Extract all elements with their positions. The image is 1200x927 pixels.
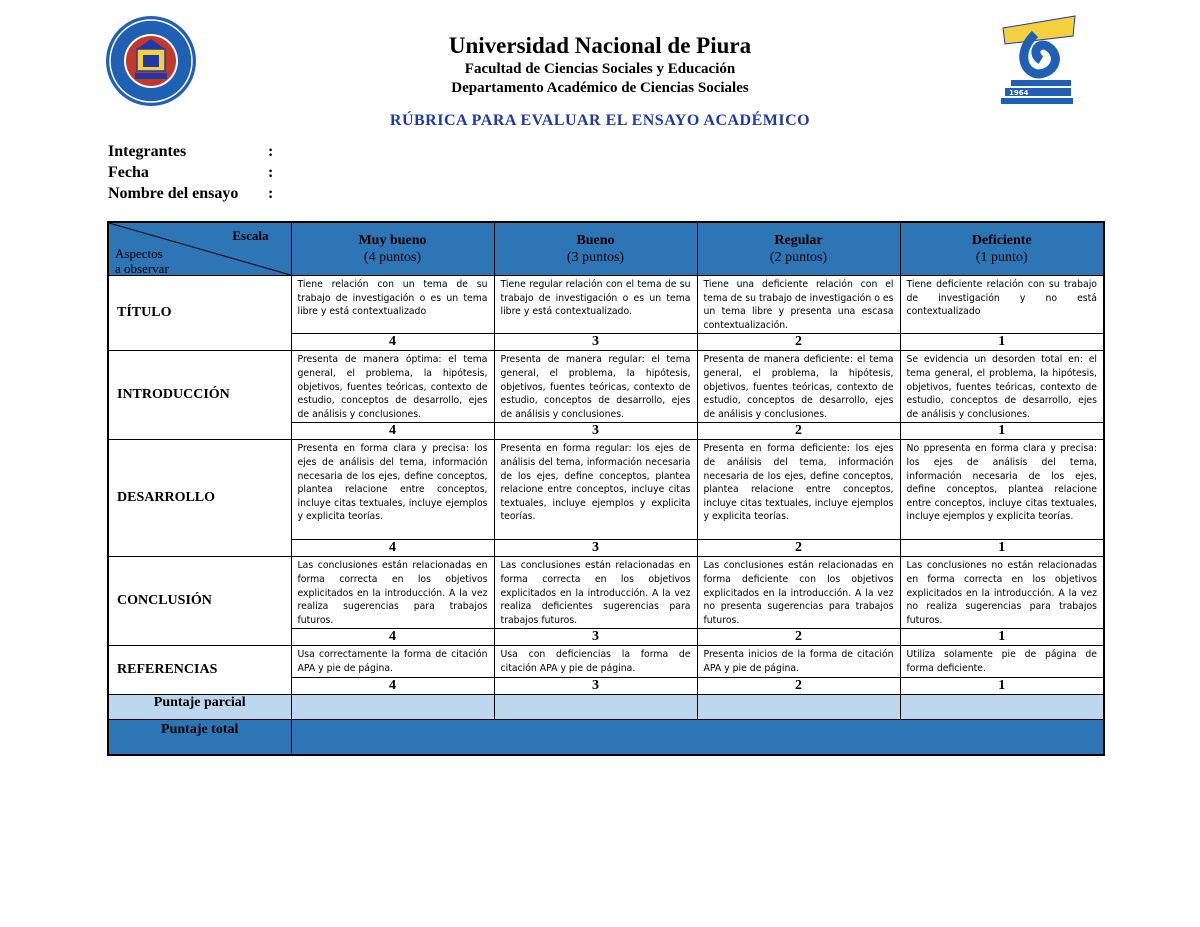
score-cell: 2: [697, 334, 900, 351]
score-cell: 3: [494, 334, 697, 351]
total-score-label: Puntaje total: [108, 720, 291, 756]
level-points: (4 puntos): [363, 250, 422, 265]
meta-label: Integrantes: [108, 143, 187, 160]
criterion-description: Tiene relación con un tema de su trabajo de investigación o es un tema libre y está contextualizado: [291, 276, 494, 334]
criterion-description: Tiene una deficiente relación con el tema de su trabajo de investigación o es un tema libre y presenta una escasa contextualización.: [697, 276, 900, 334]
meta-label: Nombre del ensayo: [108, 185, 239, 202]
faculty-logo: [995, 14, 1083, 106]
aspects-label: [115, 246, 169, 276]
criterion-row-introduccion: [108, 351, 1104, 423]
aspect-label: TÍTULO: [108, 276, 291, 351]
aspects-label-line1: Aspectos: [115, 246, 163, 261]
criterion-description: Presenta de manera óptima: el tema general, el problema, la hipótesis, objetivos, fuentes teóricas, contexto de estudio, conceptos de desarrollo, ejes de análisis y conclusiones.: [291, 351, 494, 423]
partial-score-cell[interactable]: [900, 695, 1104, 720]
criterion-row-titulo: [108, 276, 1104, 334]
partial-score-cell[interactable]: [494, 695, 697, 720]
criterion-description: No ppresenta en forma clara y precisa: los ejes de análisis del tema, información necesaria de los ejes, define conceptos, plantea relacione entre conceptos, incluye citas textuales, incluye ejemplos y explicita teorías.: [900, 440, 1104, 540]
level-header-muy-bueno: [291, 222, 494, 276]
score-cell: 2: [697, 629, 900, 646]
criterion-description: Presenta de manera deficiente: el tema general, el problema, la hipótesis, objetivos, fuentes teóricas, contexto de estudio, conceptos de desarrollo, ejes de análisis y conclusiones.: [697, 351, 900, 423]
criterion-description: Tiene regular relación con el tema de su trabajo de investigación o es un tema libre y está contextualizado.: [494, 276, 697, 334]
criterion-description: Las conclusiones están relacionadas en forma deficiente con los objetivos explicitados en la introducción. A la vez no presenta sugerencias para trabajos futuros.: [697, 557, 900, 629]
level-points: (3 puntos): [566, 250, 625, 265]
level-header-deficiente: [900, 222, 1104, 276]
level-name: Bueno: [576, 233, 615, 248]
score-cell: 3: [494, 423, 697, 440]
score-cell: 1: [900, 678, 1104, 695]
meta-colon: :: [268, 143, 274, 160]
level-name: Regular: [774, 233, 823, 248]
criterion-description: Tiene deficiente relación con su trabajo de investigación y no está contextualizado: [900, 276, 1104, 334]
evaluation-info: [108, 141, 280, 204]
criterion-description: Usa con deficiencias la forma de citación APA y pie de página.: [494, 646, 697, 678]
score-cell: 3: [494, 540, 697, 557]
score-cell: 4: [291, 629, 494, 646]
criterion-description: Presenta en forma regular: los ejes de análisis del tema, información necesaria de los ejes, define conceptos, plantea relacione entre conceptos, incluye citas textuales, incluye ejemplos y explicita teorías.: [494, 440, 697, 540]
criterion-description: Las conclusiones no están relacionadas en forma correcta en los objetivos explicitados en la introducción. A la vez no realiza sugerencias para trabajos futuros.: [900, 557, 1104, 629]
total-score-row: [108, 720, 1104, 756]
score-cell: 2: [697, 540, 900, 557]
meta-row-integrantes: [108, 141, 280, 162]
criterion-description: Presenta de manera regular: el tema general, el problema, la hipótesis, objetivos, fuentes teóricas, contexto de estudio, conceptos de desarrollo, ejes de análisis y conclusiones.: [494, 351, 697, 423]
aspects-label-line2: a observar: [115, 261, 169, 276]
criterion-row-desarrollo: [108, 440, 1104, 540]
criterion-row-conclusion: [108, 557, 1104, 629]
score-cell: 1: [900, 423, 1104, 440]
university-seal-logo: [105, 15, 197, 107]
criterion-description: Se evidencia un desorden total en: el tema general, el problema, la hipótesis, objetivos, fuentes teóricas, contexto de estudio, conceptos de desarrollo, ejes de análisis y conclusiones.: [900, 351, 1104, 423]
criterion-description: Presenta inicios de la forma de citación APA y pie de página.: [697, 646, 900, 678]
department-name: Departamento Académico de Ciencias Sociales: [451, 80, 749, 96]
level-header-bueno: [494, 222, 697, 276]
score-cell: 2: [697, 423, 900, 440]
level-name: Muy bueno: [358, 233, 427, 248]
meta-row-fecha: [108, 162, 280, 183]
aspect-label: CONCLUSIÓN: [108, 557, 291, 646]
score-cell: 1: [900, 629, 1104, 646]
score-cell: 4: [291, 423, 494, 440]
rubric-title: RÚBRICA PARA EVALUAR EL ENSAYO ACADÉMICO: [389, 112, 811, 129]
criterion-description: Usa correctamente la forma de citación APA y pie de página.: [291, 646, 494, 678]
meta-label: Fecha: [108, 164, 149, 181]
aspect-label: INTRODUCCIÓN: [108, 351, 291, 440]
score-cell: 4: [291, 334, 494, 351]
partial-score-row: [108, 695, 1104, 720]
score-cell: 2: [697, 678, 900, 695]
score-cell: 1: [900, 540, 1104, 557]
meta-row-nombre-ensayo: [108, 183, 280, 204]
level-points: (1 punto): [975, 250, 1028, 265]
criterion-description: Las conclusiones están relacionadas en forma correcta en los objetivos explicitados en la introducción. A la vez realiza sugerencias para trabajos futuros.: [291, 557, 494, 629]
corner-header-cell: [108, 222, 291, 276]
partial-score-cell[interactable]: [291, 695, 494, 720]
faculty-name: Facultad de Ciencias Sociales y Educación: [464, 61, 736, 77]
scale-label: Escala: [232, 228, 269, 243]
rubric-table: [107, 221, 1105, 756]
score-cell: 4: [291, 540, 494, 557]
meta-colon: :: [268, 164, 274, 181]
criterion-description: Utiliza solamente pie de página de forma deficiente.: [900, 646, 1104, 678]
criterion-row-referencias: [108, 646, 1104, 678]
criterion-description: Las conclusiones están relacionadas en forma correcta en los objetivos explicitados en la introducción. A la vez realiza deficientes sugerencias para trabajos futuros.: [494, 557, 697, 629]
svg-text:1964: 1964: [1009, 89, 1029, 97]
score-cell: 3: [494, 629, 697, 646]
level-name: Deficiente: [971, 233, 1032, 248]
score-cell: 1: [900, 334, 1104, 351]
partial-score-label: Puntaje parcial: [108, 695, 291, 720]
aspect-label: DESARROLLO: [108, 440, 291, 557]
aspect-label: REFERENCIAS: [108, 646, 291, 695]
level-points: (2 puntos): [769, 250, 828, 265]
score-cell: 4: [291, 678, 494, 695]
criterion-description: Presenta en forma deficiente: los ejes de análisis del tema, información necesaria de los ejes, define conceptos, plantea relacione entre conceptos, incluye citas textuales, incluye ejemplos y explicita teorías.: [697, 440, 900, 540]
criterion-description: Presenta en forma clara y precisa: los ejes de análisis del tema, información necesaria de los ejes, define conceptos, plantea relacione entre conceptos, incluye citas textuales, incluye ejemplos y explicita teorías.: [291, 440, 494, 540]
table-header-row: [108, 222, 1104, 276]
university-name: Universidad Nacional de Piura: [448, 33, 752, 58]
total-score-cell[interactable]: [291, 720, 1104, 756]
score-cell: 3: [494, 678, 697, 695]
partial-score-cell[interactable]: [697, 695, 900, 720]
meta-colon: :: [268, 185, 274, 202]
level-header-regular: [697, 222, 900, 276]
document-header: [240, 32, 960, 130]
